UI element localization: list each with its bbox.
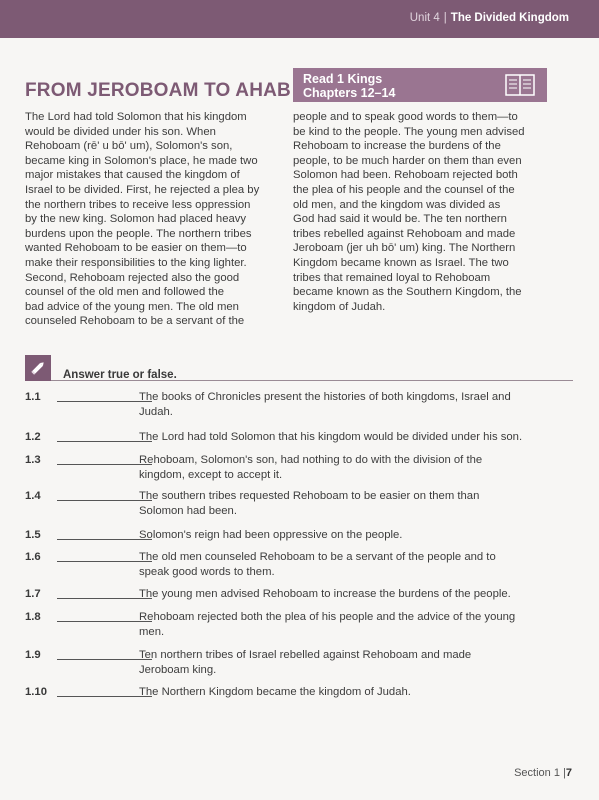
text-line: people, to be much harder on them than even [293,154,522,167]
statement-line: Judah. [139,405,173,418]
lesson-text-left-column [25,110,285,329]
question-statement [139,587,559,602]
text-line: tribes rebelled against Rehoboam and made [293,227,516,240]
text-line: be kind to the people. The young men advised [293,125,525,138]
text-line: Rehoboam (rē' u bō' um), Solomon's son, [25,140,233,153]
question-statement [139,453,559,482]
answer-blank[interactable] [57,621,152,622]
question-statement [139,489,559,518]
text-line: the northern tribes to receive less oppression [25,198,251,211]
text-line: burdens upon the people. The northern tribes [25,227,252,240]
lesson-text-right-column [293,110,563,314]
question-number: 1.10 [25,686,47,698]
statement-line: Solomon had been. [139,504,237,517]
question-statement [139,550,559,579]
top-banner [0,0,599,38]
text-line: counseled Rehoboam to be a servant of the [25,315,245,328]
statement-line: Jeroboam king. [139,663,217,676]
answer-blank[interactable] [57,464,152,465]
text-line: the plea of his people and the counsel of the [293,183,515,196]
answer-blank[interactable] [57,539,152,540]
question-number: 1.6 [25,551,41,563]
question-statement [139,685,559,700]
text-line: Kingdom became known as Israel. The two [293,256,509,269]
section-label: Section 1 [514,767,560,779]
text-line: Jeroboam (jer uh bō' um) king. The Northern [293,242,516,255]
question-statement [139,528,559,543]
text-line: kingdom of Judah. [293,300,386,313]
text-line: became king in Solomon's place, he made two [25,154,258,167]
answer-blank[interactable] [57,401,152,402]
statement-line: The old men counseled Rehoboam to be a servant of the people and to [139,551,496,563]
reading-line-1: Read 1 Kings [303,72,383,86]
question-statement [139,390,559,419]
statement-line: The Lord had told Solomon that his kingdom would be divided under his son. [139,431,523,443]
text-line: Solomon had been. Rehoboam rejected both [293,169,518,182]
reading-assignment-box [293,68,547,102]
statement-line: speak good words to them. [139,565,275,578]
text-line: make their responsibilities to the king lighter. [25,256,247,269]
answer-blank[interactable] [57,441,152,442]
text-line: tribes that remained loyal to Rehoboam [293,271,491,284]
text-line: wanted Rehoboam to be easier on them—to [25,242,247,255]
text-line: Rehoboam to increase the burdens of the [293,140,501,153]
open-book-icon [505,74,535,96]
question-number: 1.1 [25,391,41,403]
text-line: became known as the Southern Kingdom, the [293,286,522,299]
exercise-instruction: Answer true or false. [63,369,177,381]
statement-line: Rehoboam, Solomon's son, had nothing to do with the division of the [139,454,483,466]
question-number: 1.9 [25,649,41,661]
text-line: bad advice of the young men. The old men [25,300,239,313]
statement-line: kingdom, except to accept it. [139,468,283,481]
question-number: 1.3 [25,454,41,466]
question-number: 1.5 [25,529,41,541]
unit-separator: | [443,12,447,24]
statement-line: The young men advised Rehoboam to increase the burdens of the people. [139,588,511,600]
statement-line: Solomon's reign had been oppressive on the people. [139,529,403,541]
text-line: old men, and the kingdom was divided as [293,198,501,211]
unit-label: Unit 4 [409,12,440,24]
question-statement [139,648,559,677]
answer-blank[interactable] [57,500,152,501]
statement-line: Rehoboam rejected both the plea of his people and the advice of the young [139,611,516,623]
statement-line: Ten northern tribes of Israel rebelled against Rehoboam and made [139,649,472,661]
text-line: by the new king. Solomon had placed heavy [25,213,247,226]
answer-blank[interactable] [57,659,152,660]
exercise-badge [25,355,51,381]
question-statement [139,430,559,445]
text-line: God had said it would be. The ten northern [293,213,507,226]
text-line: Second, Rehoboam rejected also the good [25,271,240,284]
statement-line: The southern tribes requested Rehoboam to be easier on them than [139,490,480,502]
question-number: 1.2 [25,431,41,443]
unit-title: The Divided Kingdom [450,12,569,24]
text-line: would be divided under his son. When [25,125,216,138]
statement-line: The books of Chronicles present the histories of both kingdoms, Israel and [139,391,511,403]
page-footer [514,767,572,779]
question-number: 1.8 [25,611,41,623]
answer-blank[interactable] [57,598,152,599]
question-number: 1.7 [25,588,41,600]
unit-heading [410,12,569,24]
question-statement [139,610,559,639]
footer-separator: | [563,767,566,779]
statement-line: men. [139,625,165,638]
pencil-icon [28,358,48,378]
text-line: counsel of the old men and followed the [25,286,225,299]
text-line: major mistakes that caused the kingdom of [25,169,240,182]
answer-blank[interactable] [57,561,152,562]
text-line: people and to speak good words to them—to [293,111,518,123]
question-number: 1.4 [25,490,41,502]
text-line: Israel to be divided. First, he rejected a plea by [25,183,260,196]
lesson-title: FROM JEROBOAM TO AHAB [25,80,291,101]
text-line: The Lord had told Solomon that his kingdom [25,111,247,123]
answer-blank[interactable] [57,696,152,697]
page-number: 7 [565,767,572,779]
statement-line: The Northern Kingdom became the kingdom of Judah. [139,686,411,698]
reading-line-2: Chapters 12–14 [303,86,396,100]
